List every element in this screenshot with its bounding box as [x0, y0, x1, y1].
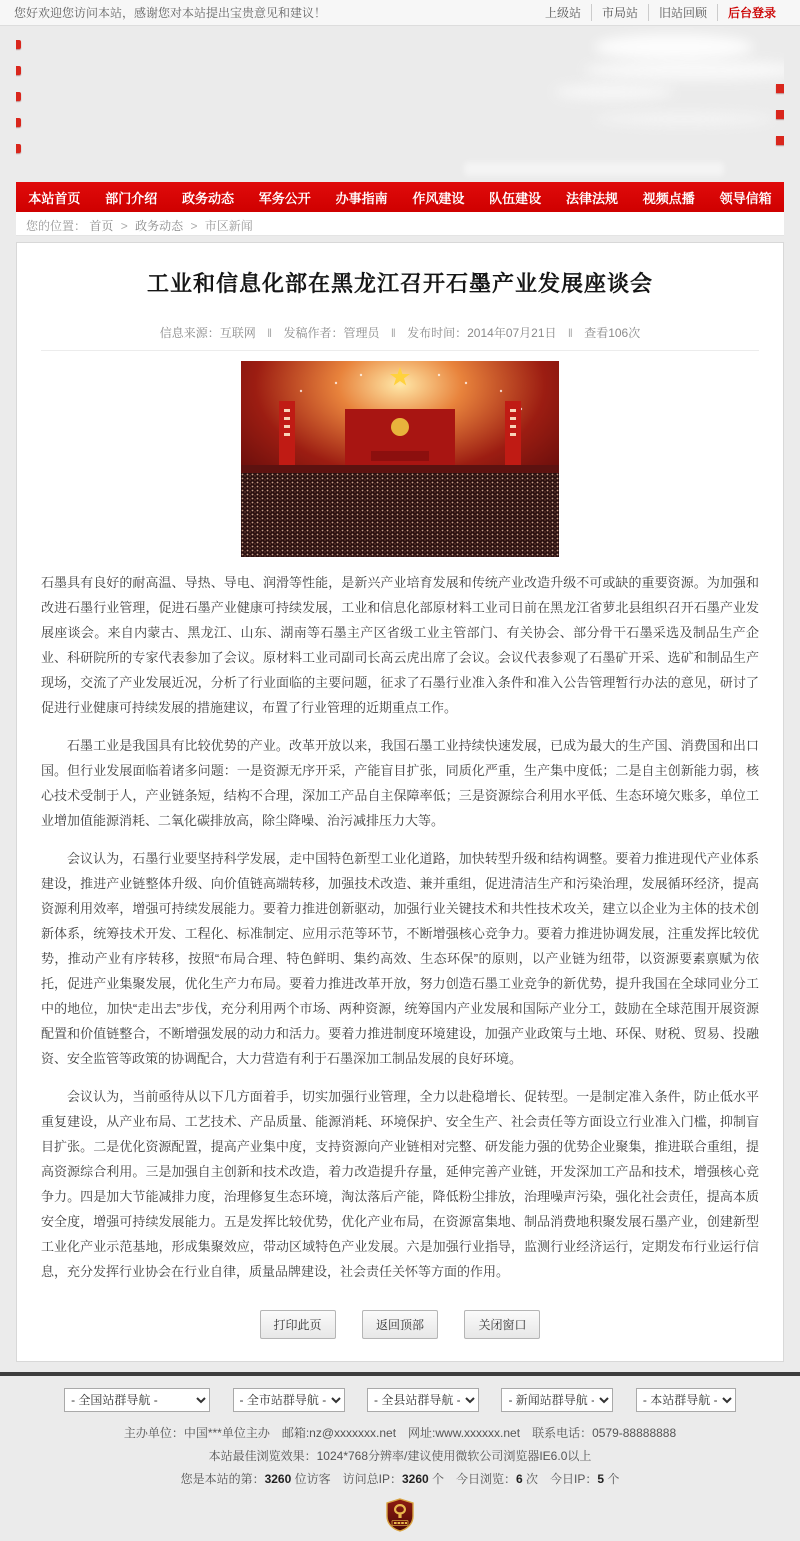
article-title: 工业和信息化部在黑龙江召开石墨产业发展座谈会 [146, 271, 653, 296]
this-site-select[interactable] [636, 1388, 736, 1412]
nav-item-service-guide[interactable]: 办事指南 [335, 190, 388, 206]
header-banner [16, 26, 784, 182]
flag-decoration [16, 40, 24, 170]
main-navigation [16, 182, 784, 212]
today-ip-count: 5 [597, 1472, 605, 1486]
article-paragraph: 石墨工业是我国具有比较优势的产业。改革开放以来，我国石墨工业持续快速发展，已成为最大的生产国、消费国和出口国。但行业发展面临着诸多问题：一是资源无序开采，产能盲目扩张，同质化严重，生产集中度低；二是自主创新能力弱，核心技术受制于人，产业链条短，结构不合理，深加工产品自主保障率低；三是资源综合利用水平低、生态环境欠账多，单位工业增加值能源消耗、二氧化碳排放高，除尘降噪、治污减排压力大等。 [41, 738, 759, 828]
footer-browser-info: 本站最佳浏览效果：1024*768分辨率/建议使用微软公司浏览器IE6.0以上 [208, 1449, 592, 1463]
print-page-button[interactable]: 打印此页 [260, 1310, 336, 1339]
topbar-link-old-site[interactable]: 旧站回顾 [648, 4, 717, 21]
meta-publish-date: 发布时间：2014年07月21日 [407, 326, 557, 340]
article-body [41, 570, 759, 1284]
total-visitors-count: 3260 [264, 1472, 292, 1486]
article-actions [41, 1310, 759, 1339]
topbar-link-admin-login[interactable]: 后台登录 [717, 4, 786, 21]
meta-source: 信息来源：互联网 [159, 326, 256, 340]
welcome-text: 您好欢迎您访问本站，感谢您对本站提出宝贵意见和建议！ [14, 6, 327, 20]
security-shield-icon[interactable] [385, 1498, 415, 1532]
article-photo [241, 361, 559, 557]
nav-item-laws[interactable]: 法律法规 [565, 190, 618, 206]
close-window-button[interactable]: 关闭窗口 [464, 1310, 540, 1339]
footer-site-navigation [0, 1388, 800, 1412]
article-paragraph: 石墨具有良好的耐高温、导热、导电、润滑等性能，是新兴产业培育发展和传统产业改造升级不可或缺的重要资源。为加强和改进石墨行业管理，促进石墨产业健康可持续发展，工业和信息化部原材料工业司日前在黑龙江省萝北县组织召开石墨产业发展座谈会。来自内蒙古、黑龙江、山东、湖南等石墨主产区省级工业主管部门、有关协会、部分骨干石墨采选及制品生产企业、科研院所的专家代表参加了会议。原材料工业司副司长高云虎出席了会议。会议代表参观了石墨矿开采、选矿和制品生产现场，交流了产业发展近况，分析了行业面临的主要问题，征求了石墨行业准入条件和准入公告管理暂行办法的意见，研讨了促进行业健康可持续发展的措施建议，布置了行业管理的近期重点工作。 [41, 575, 759, 715]
nav-item-team-building[interactable]: 队伍建设 [489, 190, 542, 206]
cloud-decoration [554, 84, 674, 100]
meta-author: 发稿作者：管理员 [283, 326, 380, 340]
article-paragraph: 会议认为，石墨行业要坚持科学发展，走中国特色新型工业化道路，加快转型升级和结构调整。要着力推进现代产业体系建设，推进产业链整体升级、向价值链高端转移，加强技术改造、兼并重组，促进清洁生产和污染治理，发展循环经济，提高资源利用效率，增强可持续发展能力。要着力推进创新驱动，加强行业关键技术和共性技术攻关，建立以企业为主体的技术创新体系，统筹技术开发、工程化、标准制定、应用示范等环节，不断增强核心竞争力。要着力推进协调发展，注重发挥比较优势，推动产业有序转移，按照“布局合理、特色鲜明、集约高效、生态环保”的原则，以产业链为纽带，以资源要素禀赋为依托，促进产业集聚发展，优化生产力布局。要着力推进改革开放，努力创造石墨工业竞争的新优势，提升我国在全球同业分工中的地位，加快“走出去”步伐，充分利用两个市场、两种资源，统筹国内产业发展和国际产业分工，鼓励在全球范围开展资源配置和价值链整合，不断增强发展的动力和活力。要着力推进制度环境建设，加强产业政策与土地、环保、财税、贸易、投融资、安全监管等政策的协调配合，大力营造有利于石墨深加工制品发展的良好环境。 [41, 851, 759, 1066]
cloud-decoration [594, 112, 774, 126]
city-sites-select[interactable] [233, 1388, 345, 1412]
breadcrumb-current: 市区新闻 [204, 219, 253, 233]
nav-item-military-affairs[interactable]: 军务公开 [258, 190, 311, 206]
nav-item-leader-mailbox[interactable]: 领导信箱 [719, 190, 772, 206]
flag-decoration [776, 84, 784, 162]
today-views-count: 6 [516, 1472, 523, 1486]
meta-separator: ‖ [390, 326, 396, 340]
article-meta [41, 324, 759, 351]
breadcrumb-gov-news[interactable]: 政务动态 [135, 219, 184, 233]
breadcrumb-label: 您的位置： [26, 219, 87, 233]
nav-item-departments[interactable]: 部门介绍 [105, 190, 158, 206]
meta-separator: ‖ [567, 326, 573, 340]
breadcrumb-home[interactable]: 首页 [89, 219, 114, 233]
cloud-decoration [584, 60, 784, 80]
cloud-decoration [594, 34, 754, 60]
meta-separator: ‖ [267, 326, 273, 340]
total-ip-count: 3260 [401, 1472, 429, 1486]
top-bar [0, 0, 800, 26]
breadcrumb [16, 212, 784, 236]
back-to-top-button[interactable]: 返回顶部 [362, 1310, 438, 1339]
topbar-link-parent-site[interactable]: 上级站 [544, 6, 581, 20]
nav-item-home[interactable]: 本站首页 [28, 190, 81, 206]
meta-view-count: 查看106次 [584, 326, 641, 340]
topbar-links [535, 4, 786, 21]
footer-visitor-stats: 您是本站的第：3260 位访客 访问总IP：3260 个 今日浏览：6 次 今日IP：5 个 [180, 1472, 620, 1486]
article-paragraph: 会议认为，当前亟待从以下几方面着手，切实加强行业管理，全力以赴稳增长、促转型。一是制定准入条件，防止低水平重复建设，从产业布局、工艺技术、产品质量、能源消耗、环境保护、安全生产、社会责任等方面设立行业准入门槛，抑制盲目扩张。二是优化资源配置，提高产业集中度，支持资源向产业链相对完整、研发能力强的优势企业聚集，推进联合重组，提高资源综合利用。三是加强自主创新和技术改造，着力改造提升存量，延伸完善产业链，开发深加工产品和技术，增强核心竞争力。四是加大节能减排力度，治理修复生态环境，淘汰落后产能，降低粉尘排放，治理噪声污染，强化社会责任，提高本质安全度，增强可持续发展能力。五是发挥比较优势，优化产业布局，在资源富集地、制品消费地积聚发展石墨产业，创建新型工业化产业示范基地，形成集聚效应，带动区域特色产业发展。六是加强行业指导，监测行业经济运行，定期发布行业运行信息，充分发挥行业协会在行业自律，质量品牌建设，社会责任关怀等方面的作用。 [41, 1089, 759, 1279]
national-sites-select[interactable] [64, 1388, 210, 1412]
topbar-link-city-site[interactable]: 市局站 [591, 4, 648, 21]
nav-item-gov-news[interactable]: 政务动态 [181, 190, 234, 206]
skyline-decoration [464, 162, 724, 176]
breadcrumb-separator: > [120, 219, 128, 233]
nav-item-video[interactable]: 视频点播 [642, 190, 695, 206]
county-sites-select[interactable] [367, 1388, 479, 1412]
nav-item-work-style[interactable]: 作风建设 [412, 190, 465, 206]
breadcrumb-separator: > [190, 219, 198, 233]
news-sites-select[interactable] [501, 1388, 613, 1412]
footer-host-info: 主办单位：中国***单位主办 邮箱:nz@xxxxxxx.net 网址:www.xxxxxx.net 联系电话：0579-88888888 [123, 1426, 677, 1440]
footer [0, 1372, 800, 1541]
article-container [16, 242, 784, 1362]
